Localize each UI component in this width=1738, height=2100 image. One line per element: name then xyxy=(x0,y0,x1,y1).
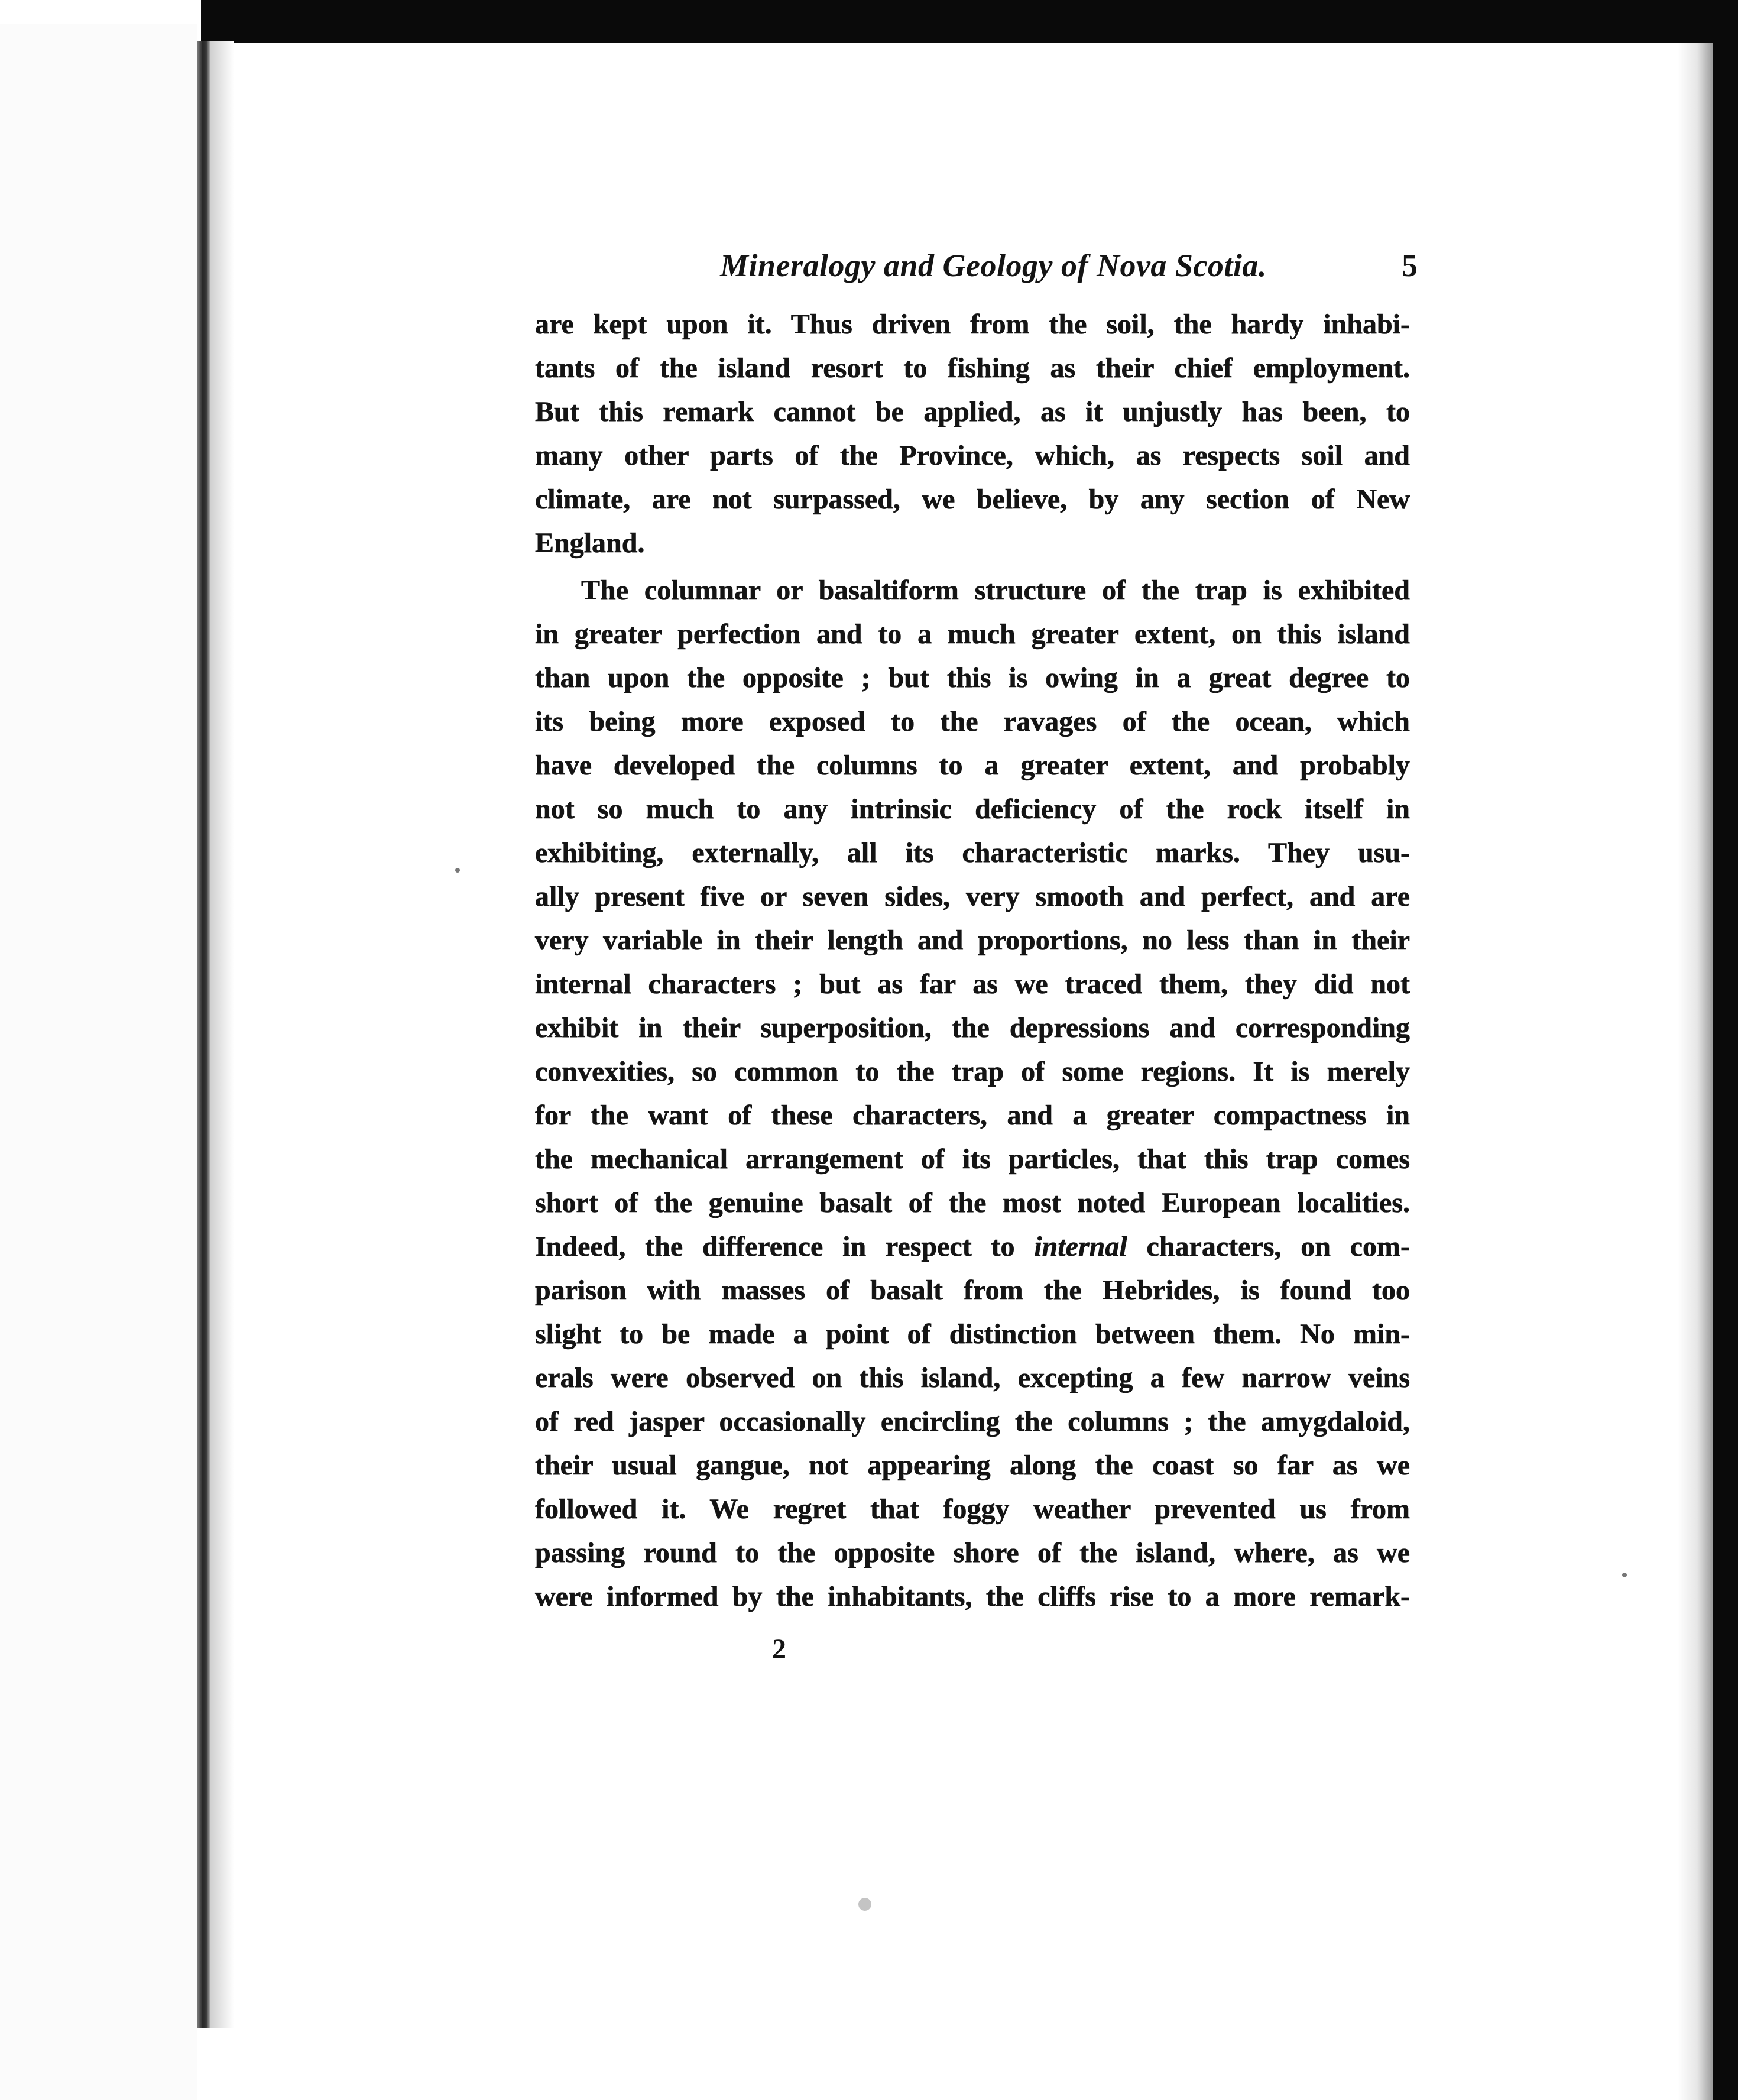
scan-speck xyxy=(1622,1573,1627,1577)
text-line: its being more exposed to the ravages of the ocean, which xyxy=(535,706,1410,737)
text-line: for the want of these characters, and a greater compactness in xyxy=(535,1100,1410,1131)
text-line: many other parts of the Province, which, as respects soil and xyxy=(535,440,1410,471)
italic-emphasis: internal xyxy=(1034,1231,1127,1262)
text-line: exhibiting, externally, all its characteristic marks. They usu- xyxy=(535,837,1410,868)
text-line: short of the genuine basalt of the most noted European localities. xyxy=(535,1187,1410,1218)
text-line: But this remark cannot be applied, as it unjustly has been, to xyxy=(535,396,1410,427)
scan-speck xyxy=(858,1898,871,1911)
text-line: the mechanical arrangement of its particles, that this trap comes xyxy=(535,1143,1410,1175)
text-line: ally present five or seven sides, very smooth and perfect, and are xyxy=(535,881,1410,912)
text-line: England. xyxy=(535,527,645,559)
text-line: have developed the columns to a greater extent, and probably xyxy=(535,750,1410,781)
text-line: climate, are not surpassed, we believe, by any section of New xyxy=(535,484,1410,515)
text-line: were informed by the inhabitants, the cliffs rise to a more remark- xyxy=(535,1581,1410,1612)
text-line: not so much to any intrinsic deficiency of the rock itself in xyxy=(535,793,1410,825)
text-line: followed it. We regret that foggy weather prevented us from xyxy=(535,1493,1410,1525)
text-line: of red jasper occasionally encircling the columns ; the amygdaloid, xyxy=(535,1406,1410,1437)
text-line: tants of the island resort to fishing as their chief employment. xyxy=(535,352,1410,384)
page-number: 5 xyxy=(1402,248,1418,283)
text-line: Indeed, the difference in respect to internal characters, on com- xyxy=(535,1231,1410,1262)
text-line: passing round to the opposite shore of the island, where, as we xyxy=(535,1537,1410,1568)
microfilm-border-right xyxy=(1713,0,1738,2100)
text-line: very variable in their length and proportions, no less than in their xyxy=(535,925,1410,956)
body-text xyxy=(535,303,1410,1619)
page-edge-shadow xyxy=(1678,43,1713,2100)
text-line: erals were observed on this island, excepting a few narrow veins xyxy=(535,1362,1410,1393)
signature-mark: 2 xyxy=(772,1634,786,1665)
text-line: than upon the opposite ; but this is owing in a great degree to xyxy=(535,662,1410,693)
text-line: convexities, so common to the trap of some regions. It is merely xyxy=(535,1056,1410,1087)
binding-gutter xyxy=(197,41,210,2028)
text-line: slight to be made a point of distinction between them. No min- xyxy=(535,1318,1410,1350)
text-line: exhibit in their superposition, the depressions and corresponding xyxy=(535,1012,1410,1043)
text-line: their usual gangue, not appearing along the coast so far as we xyxy=(535,1450,1410,1481)
scan-speck xyxy=(455,868,460,873)
gutter-shadow xyxy=(210,41,234,2028)
running-header xyxy=(720,247,1418,294)
facing-blank-page xyxy=(0,24,197,2100)
scan-margin xyxy=(0,0,201,24)
paragraph-first-line: The columnar or basaltiform structure of the trap is exhibited xyxy=(581,575,1410,606)
text-line: in greater perfection and to a much greater extent, on this island xyxy=(535,618,1410,650)
microfilm-border-top xyxy=(201,0,1738,43)
running-title: Mineralogy and Geology of Nova Scotia. xyxy=(720,248,1267,283)
text-line: are kept upon it. Thus driven from the soil, the hardy inhabi- xyxy=(535,309,1410,340)
text-line: parison with masses of basalt from the Hebrides, is found too xyxy=(535,1275,1410,1306)
text-line: internal characters ; but as far as we traced them, they did not xyxy=(535,968,1410,1000)
